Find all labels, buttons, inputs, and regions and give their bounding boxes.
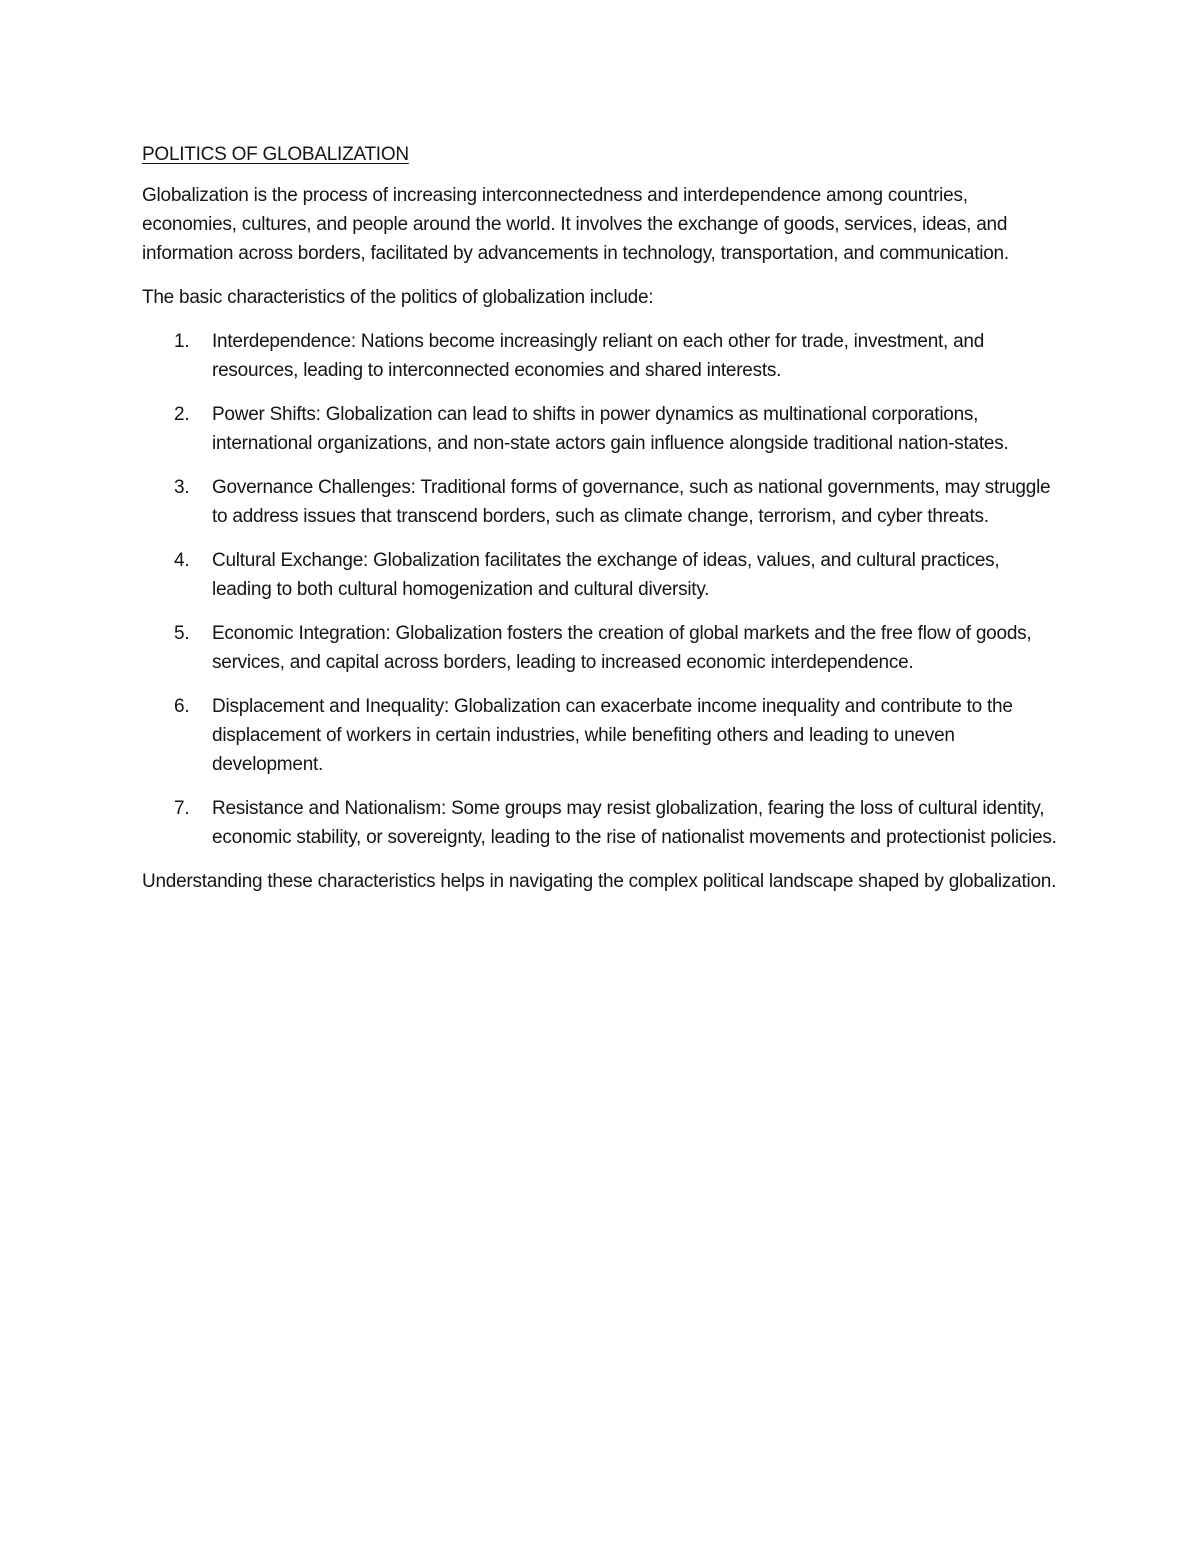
list-item-number: 3.: [174, 477, 190, 498]
list-item-number: 7.: [174, 798, 190, 819]
list-item-number: 4.: [174, 550, 190, 571]
list-item: [142, 692, 1062, 779]
list-item-text: Cultural Exchange: Globalization facilitates the exchange of ideas, values, and cultural practices, leading to both cultural homogenization and cultural diversity.: [212, 550, 1000, 600]
list-item-number: 1.: [174, 331, 190, 352]
conclusion-paragraph: Understanding these characteristics helps in navigating the complex political landscape shaped by globalization.: [142, 871, 1057, 892]
list-item-number: 2.: [174, 404, 190, 425]
list-item: [142, 794, 1062, 852]
list-item-number: 6.: [174, 696, 190, 717]
document-body: [142, 140, 1062, 911]
list-item-text: Economic Integration: Globalization fosters the creation of global markets and the free flow of goods, services, and capital across borders, leading to increased economic interdependence.: [212, 623, 1032, 673]
intro-paragraph: Globalization is the process of increasing interconnectedness and interdependence among countries, economies, cultures, and people around the world. It involves the exchange of goods, services, ideas, and information across borders, facilitated by advancements in technology, transportation, and communication.: [142, 185, 1009, 264]
document-title: POLITICS OF GLOBALIZATION: [142, 144, 409, 165]
list-item-text: Interdependence: Nations become increasingly reliant on each other for trade, investment, and resources, leading to interconnected economies and shared interests.: [212, 331, 985, 381]
list-item-text: Displacement and Inequality: Globalization can exacerbate income inequality and contribute to the displacement of workers in certain industries, while benefiting others and leading to uneven development.: [212, 696, 1013, 775]
lead-paragraph: The basic characteristics of the politics of globalization include:: [142, 287, 654, 308]
list-item: [142, 327, 1062, 385]
list-item: [142, 473, 1062, 531]
list-item: [142, 619, 1062, 677]
characteristics-list: [142, 327, 1062, 852]
list-item-text: Governance Challenges: Traditional forms of governance, such as national governments, may struggle to address issues that transcend borders, such as climate change, terrorism, and cyber threats.: [212, 477, 1051, 527]
list-item-text: Power Shifts: Globalization can lead to shifts in power dynamics as multinational corporations, international organizations, and non-state actors gain influence alongside traditional nation-states.: [212, 404, 1009, 454]
list-item: [142, 546, 1062, 604]
list-item-text: Resistance and Nationalism: Some groups may resist globalization, fearing the loss of cultural identity, economic stability, or sovereignty, leading to the rise of nationalist movements and protectionist policies.: [212, 798, 1057, 848]
list-item: [142, 400, 1062, 458]
list-item-number: 5.: [174, 623, 190, 644]
